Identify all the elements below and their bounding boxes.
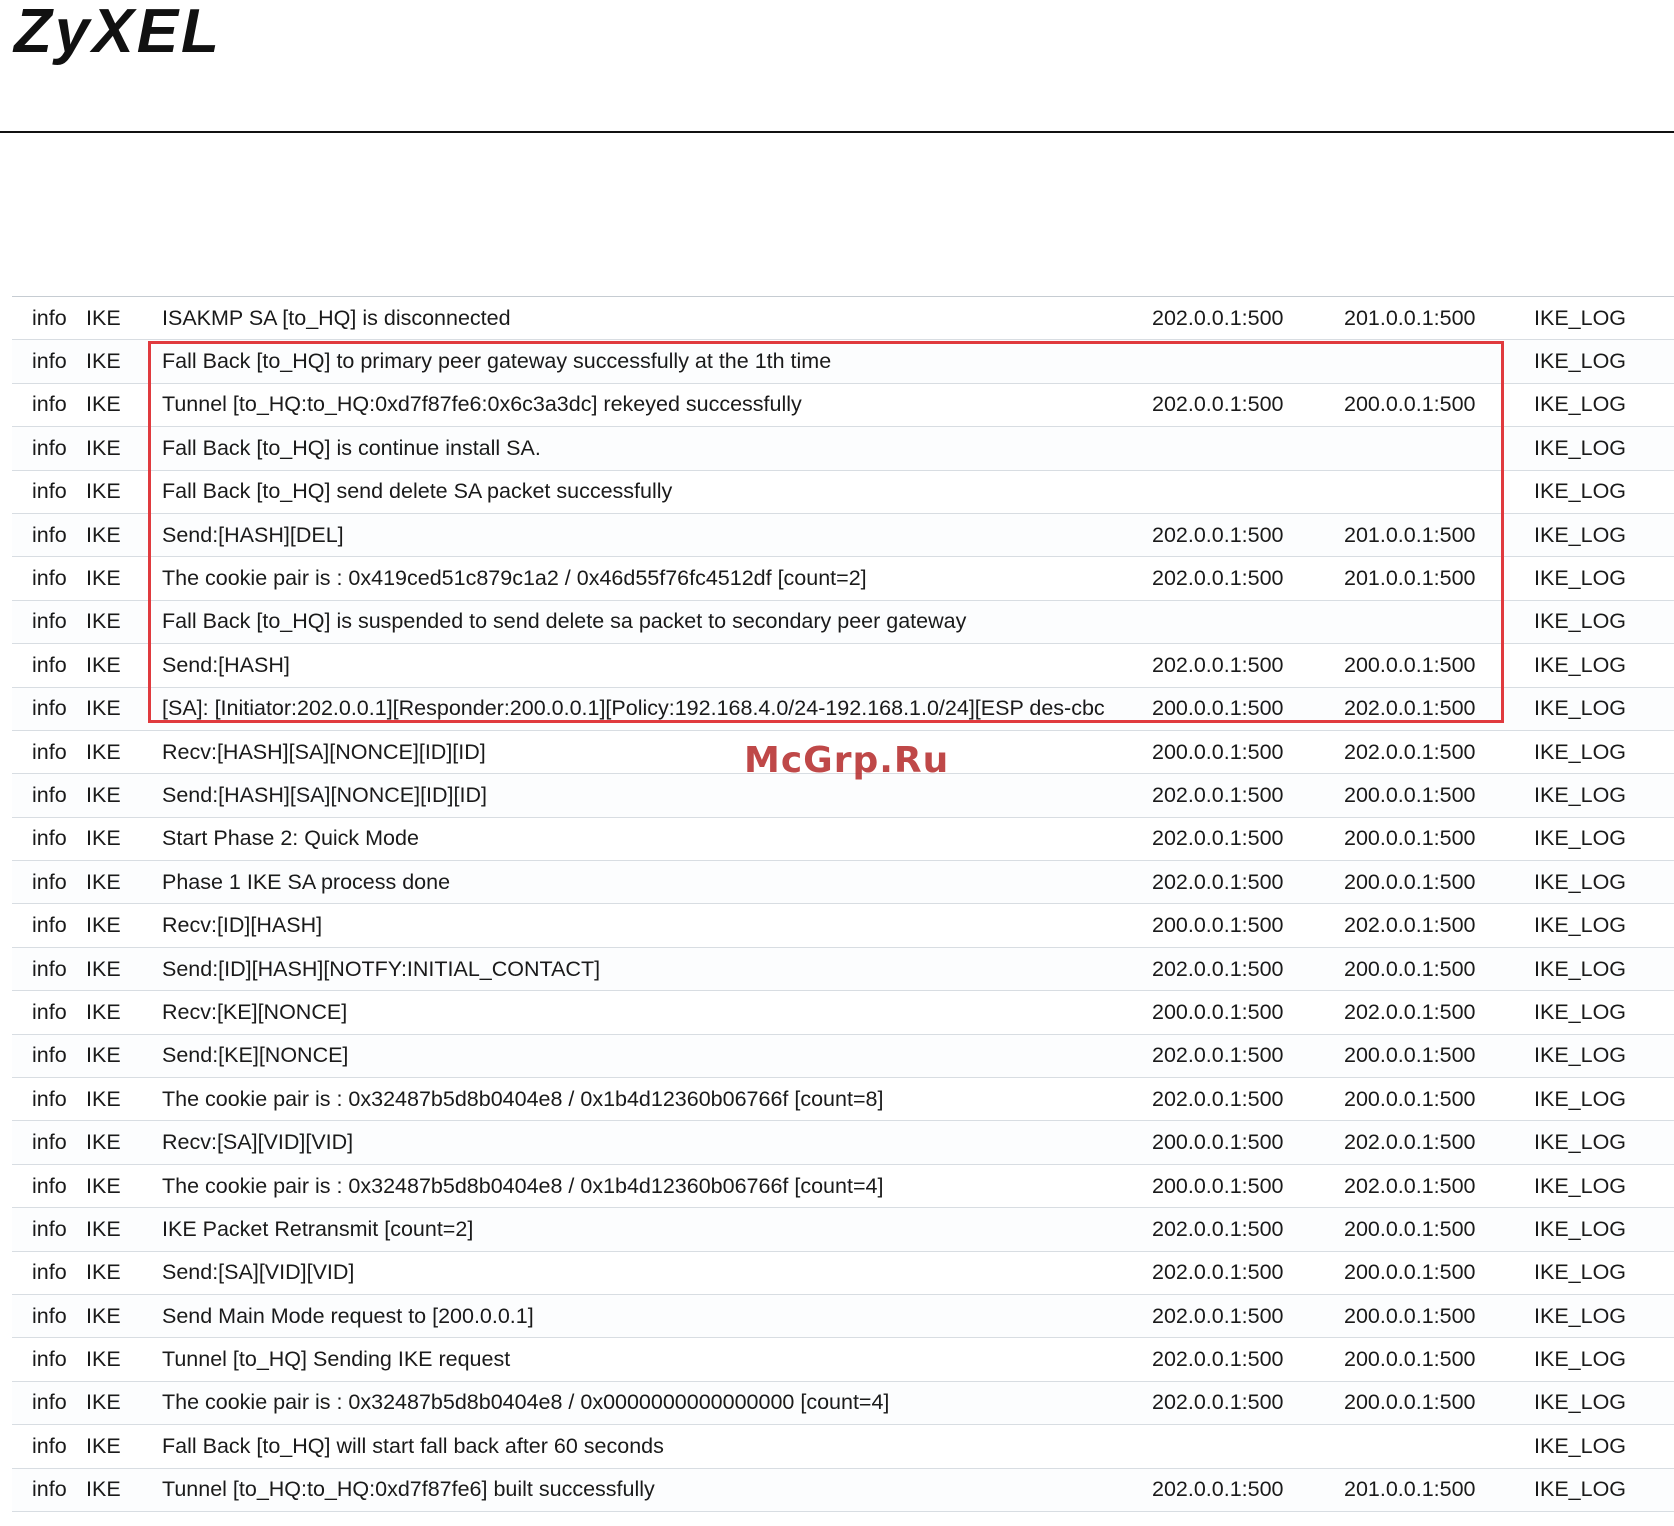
log-priority: info [12,1208,86,1251]
log-category: IKE [86,687,160,730]
log-row[interactable] [12,470,1674,513]
log-message: Recv:[SA][VID][VID] [160,1121,1152,1164]
log-message: The cookie pair is : 0x32487b5d8b0404e8 / 0x1b4d12360b06766f [count=4] [160,1164,1152,1207]
log-message: Send Main Mode request to [200.0.0.1] [160,1294,1152,1337]
log-source: 202.0.0.1:500 [1152,1338,1344,1381]
log-row[interactable] [12,427,1674,470]
log-destination: 202.0.0.1:500 [1344,904,1534,947]
log-note: IKE_LOG [1534,1381,1674,1424]
log-source: 202.0.0.1:500 [1152,513,1344,556]
log-category: IKE [86,557,160,600]
log-message: Fall Back [to_HQ] to primary peer gateway successfully at the 1th time [160,340,1152,383]
log-category: IKE [86,513,160,556]
log-note: IKE_LOG [1534,1468,1674,1511]
log-priority: info [12,1294,86,1337]
log-source: 202.0.0.1:500 [1152,1468,1344,1511]
log-table [12,296,1674,1512]
log-message: The cookie pair is : 0x419ced51c879c1a2 / 0x46d55f76fc4512df [count=2] [160,557,1152,600]
log-priority: info [12,340,86,383]
log-source: 200.0.0.1:500 [1152,730,1344,773]
log-row[interactable] [12,513,1674,556]
log-source: 202.0.0.1:500 [1152,1034,1344,1077]
log-source [1152,427,1344,470]
log-priority: info [12,1425,86,1468]
log-category: IKE [86,817,160,860]
log-source [1152,340,1344,383]
log-destination [1344,470,1534,513]
log-priority: info [12,513,86,556]
log-message: Fall Back [to_HQ] send delete SA packet successfully [160,470,1152,513]
log-category: IKE [86,1338,160,1381]
log-message: Tunnel [to_HQ] Sending IKE request [160,1338,1152,1381]
log-destination: 201.0.0.1:500 [1344,297,1534,340]
log-source: 202.0.0.1:500 [1152,1208,1344,1251]
log-note: IKE_LOG [1534,1034,1674,1077]
log-category: IKE [86,861,160,904]
log-category: IKE [86,1251,160,1294]
log-source [1152,1425,1344,1468]
log-message: IKE Packet Retransmit [count=2] [160,1208,1152,1251]
log-source: 202.0.0.1:500 [1152,1078,1344,1121]
log-destination: 200.0.0.1:500 [1344,947,1534,990]
log-note: IKE_LOG [1534,340,1674,383]
log-priority: info [12,557,86,600]
log-message: The cookie pair is : 0x32487b5d8b0404e8 / 0x0000000000000000 [count=4] [160,1381,1152,1424]
log-priority: info [12,947,86,990]
log-priority: info [12,730,86,773]
log-priority: info [12,1338,86,1381]
log-message: Phase 1 IKE SA process done [160,861,1152,904]
log-priority: info [12,1121,86,1164]
log-row[interactable] [12,383,1674,426]
log-priority: info [12,1078,86,1121]
log-priority: info [12,470,86,513]
log-row[interactable] [12,904,1674,947]
log-destination: 200.0.0.1:500 [1344,383,1534,426]
log-note: IKE_LOG [1534,557,1674,600]
log-row[interactable] [12,1208,1674,1251]
log-priority: info [12,297,86,340]
log-category: IKE [86,1208,160,1251]
log-source [1152,600,1344,643]
log-message: Send:[KE][NONCE] [160,1034,1152,1077]
log-row[interactable] [12,1468,1674,1511]
log-destination: 200.0.0.1:500 [1344,1208,1534,1251]
log-category: IKE [86,427,160,470]
log-row[interactable] [12,644,1674,687]
log-message: Send:[HASH][DEL] [160,513,1152,556]
log-row[interactable] [12,947,1674,990]
log-category: IKE [86,947,160,990]
log-message: Send:[ID][HASH][NOTFY:INITIAL_CONTACT] [160,947,1152,990]
log-destination: 200.0.0.1:500 [1344,1294,1534,1337]
log-message: ISAKMP SA [to_HQ] is disconnected [160,297,1152,340]
log-message: The cookie pair is : 0x32487b5d8b0404e8 / 0x1b4d12360b06766f [count=8] [160,1078,1152,1121]
log-table-body [12,297,1674,1512]
log-message: Recv:[HASH][SA][NONCE][ID][ID] [160,730,1152,773]
log-source: 200.0.0.1:500 [1152,991,1344,1034]
log-note: IKE_LOG [1534,427,1674,470]
log-source: 202.0.0.1:500 [1152,947,1344,990]
zyxel-logo: ZyXEL [14,0,222,66]
log-priority: info [12,1381,86,1424]
log-note: IKE_LOG [1534,600,1674,643]
log-destination: 202.0.0.1:500 [1344,1121,1534,1164]
log-note: IKE_LOG [1534,1208,1674,1251]
log-note: IKE_LOG [1534,774,1674,817]
log-destination: 202.0.0.1:500 [1344,1164,1534,1207]
log-priority: info [12,600,86,643]
log-message: Send:[SA][VID][VID] [160,1251,1152,1294]
log-note: IKE_LOG [1534,383,1674,426]
log-row[interactable] [12,297,1674,340]
log-priority: info [12,991,86,1034]
log-row[interactable] [12,687,1674,730]
log-category: IKE [86,1164,160,1207]
log-row[interactable] [12,1425,1674,1468]
log-destination: 200.0.0.1:500 [1344,1338,1534,1381]
log-note: IKE_LOG [1534,297,1674,340]
log-source: 202.0.0.1:500 [1152,1251,1344,1294]
log-destination: 202.0.0.1:500 [1344,730,1534,773]
log-note: IKE_LOG [1534,991,1674,1034]
watermark: McGrp.Ru [744,740,950,781]
log-note: IKE_LOG [1534,817,1674,860]
log-destination: 200.0.0.1:500 [1344,817,1534,860]
log-category: IKE [86,340,160,383]
header-divider [0,131,1674,133]
log-category: IKE [86,470,160,513]
log-source: 200.0.0.1:500 [1152,1121,1344,1164]
log-source: 202.0.0.1:500 [1152,861,1344,904]
log-note: IKE_LOG [1534,513,1674,556]
log-source: 202.0.0.1:500 [1152,557,1344,600]
log-destination: 200.0.0.1:500 [1344,1381,1534,1424]
log-note: IKE_LOG [1534,1338,1674,1381]
log-category: IKE [86,600,160,643]
log-note: IKE_LOG [1534,687,1674,730]
log-source: 202.0.0.1:500 [1152,644,1344,687]
log-priority: info [12,1034,86,1077]
log-destination: 200.0.0.1:500 [1344,774,1534,817]
log-note: IKE_LOG [1534,644,1674,687]
log-row[interactable] [12,600,1674,643]
log-category: IKE [86,774,160,817]
log-priority: info [12,1468,86,1511]
log-note: IKE_LOG [1534,1121,1674,1164]
log-row[interactable] [12,817,1674,860]
log-source: 202.0.0.1:500 [1152,817,1344,860]
log-row[interactable] [12,557,1674,600]
log-category: IKE [86,1425,160,1468]
log-note: IKE_LOG [1534,1425,1674,1468]
log-source: 202.0.0.1:500 [1152,297,1344,340]
log-row[interactable] [12,1338,1674,1381]
log-row[interactable] [12,1381,1674,1424]
log-row[interactable] [12,861,1674,904]
log-category: IKE [86,991,160,1034]
log-destination: 200.0.0.1:500 [1344,861,1534,904]
log-source: 202.0.0.1:500 [1152,1381,1344,1424]
log-category: IKE [86,730,160,773]
log-priority: info [12,427,86,470]
log-row[interactable] [12,1034,1674,1077]
log-source [1152,470,1344,513]
log-message: Start Phase 2: Quick Mode [160,817,1152,860]
log-note: IKE_LOG [1534,861,1674,904]
log-note: IKE_LOG [1534,470,1674,513]
log-destination: 201.0.0.1:500 [1344,557,1534,600]
log-row[interactable] [12,1078,1674,1121]
log-message: [SA]: [Initiator:202.0.0.1][Responder:200.0.0.1][Policy:192.168.4.0/24-192.168.1.0/24][ESP des-cbc [160,687,1152,730]
log-category: IKE [86,644,160,687]
log-priority: info [12,383,86,426]
log-message: Recv:[ID][HASH] [160,904,1152,947]
log-source: 200.0.0.1:500 [1152,904,1344,947]
log-priority: info [12,817,86,860]
log-note: IKE_LOG [1534,947,1674,990]
log-source: 202.0.0.1:500 [1152,774,1344,817]
log-note: IKE_LOG [1534,730,1674,773]
log-destination [1344,340,1534,383]
log-note: IKE_LOG [1534,904,1674,947]
log-message: Fall Back [to_HQ] is suspended to send delete sa packet to secondary peer gateway [160,600,1152,643]
log-destination: 200.0.0.1:500 [1344,1034,1534,1077]
log-category: IKE [86,1294,160,1337]
log-category: IKE [86,1381,160,1424]
log-destination [1344,600,1534,643]
log-message: Tunnel [to_HQ:to_HQ:0xd7f87fe6] built successfully [160,1468,1152,1511]
log-category: IKE [86,1078,160,1121]
log-destination: 201.0.0.1:500 [1344,1468,1534,1511]
log-message: Recv:[KE][NONCE] [160,991,1152,1034]
log-message: Send:[HASH] [160,644,1152,687]
log-note: IKE_LOG [1534,1294,1674,1337]
log-priority: info [12,1164,86,1207]
log-priority: info [12,687,86,730]
log-row[interactable] [12,340,1674,383]
log-destination [1344,1425,1534,1468]
log-message: Tunnel [to_HQ:to_HQ:0xd7f87fe6:0x6c3a3dc] rekeyed successfully [160,383,1152,426]
log-message: Fall Back [to_HQ] will start fall back after 60 seconds [160,1425,1152,1468]
log-category: IKE [86,904,160,947]
log-message: Send:[HASH][SA][NONCE][ID][ID] [160,774,1152,817]
log-source: 202.0.0.1:500 [1152,1294,1344,1337]
log-destination: 200.0.0.1:500 [1344,1251,1534,1294]
log-note: IKE_LOG [1534,1251,1674,1294]
log-category: IKE [86,297,160,340]
log-category: IKE [86,1121,160,1164]
log-note: IKE_LOG [1534,1164,1674,1207]
log-destination: 201.0.0.1:500 [1344,513,1534,556]
log-row[interactable] [12,991,1674,1034]
log-row[interactable] [12,1121,1674,1164]
log-message: Fall Back [to_HQ] is continue install SA. [160,427,1152,470]
log-priority: info [12,861,86,904]
log-category: IKE [86,383,160,426]
log-note: IKE_LOG [1534,1078,1674,1121]
log-category: IKE [86,1034,160,1077]
log-row[interactable] [12,1164,1674,1207]
log-source: 200.0.0.1:500 [1152,687,1344,730]
log-source: 202.0.0.1:500 [1152,383,1344,426]
log-destination: 202.0.0.1:500 [1344,991,1534,1034]
log-destination: 200.0.0.1:500 [1344,1078,1534,1121]
log-destination [1344,427,1534,470]
log-row[interactable] [12,1251,1674,1294]
log-priority: info [12,1251,86,1294]
log-destination: 200.0.0.1:500 [1344,644,1534,687]
log-category: IKE [86,1468,160,1511]
log-priority: info [12,774,86,817]
log-source: 200.0.0.1:500 [1152,1164,1344,1207]
log-priority: info [12,904,86,947]
log-destination: 202.0.0.1:500 [1344,687,1534,730]
log-priority: info [12,644,86,687]
log-row[interactable] [12,1294,1674,1337]
